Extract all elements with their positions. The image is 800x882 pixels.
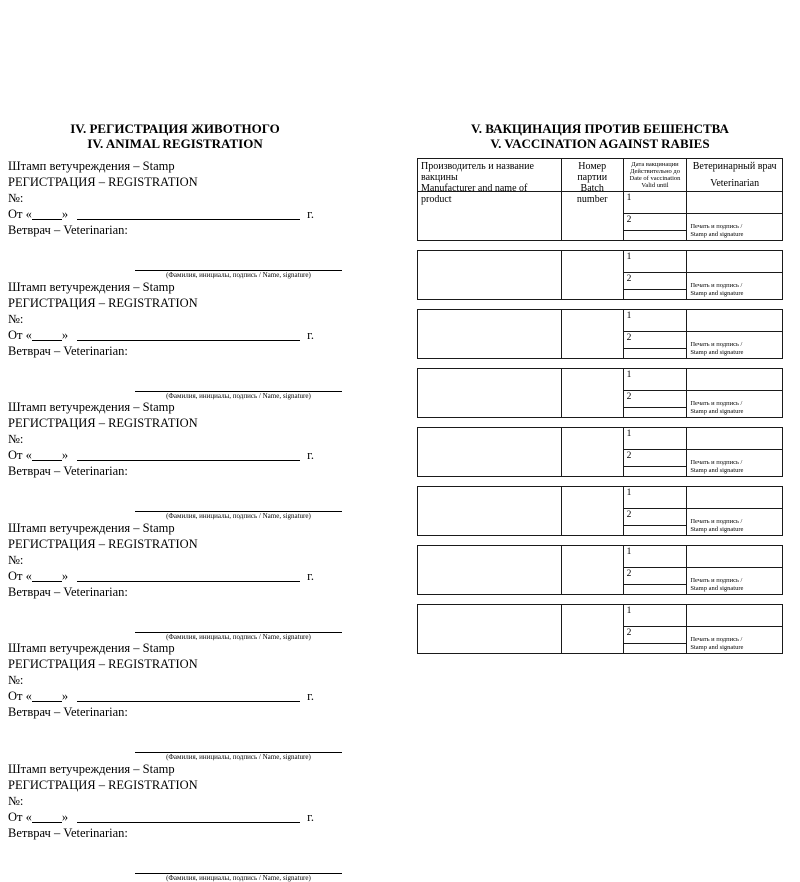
manufacturer-cell bbox=[418, 251, 562, 299]
stamp-signature-label: Печать и подпись / Stamp and signature bbox=[690, 341, 744, 356]
manufacturer-cell bbox=[418, 487, 562, 535]
veterinarian-signature-area bbox=[687, 369, 782, 391]
vaccination-row bbox=[418, 369, 782, 417]
stamp-line: Штамп ветучреждения – Stamp bbox=[8, 279, 175, 294]
quote-close-label: » bbox=[61, 207, 72, 221]
vaccination-date-cell bbox=[624, 487, 688, 535]
day-blank-field bbox=[32, 568, 62, 582]
registration-blocks bbox=[8, 158, 342, 882]
manufacturer-header-cell: Производитель и название вакцины Manufacturer and name of product bbox=[418, 159, 562, 191]
batch-number-cell bbox=[562, 310, 624, 358]
vaccination-date-cell bbox=[624, 428, 688, 476]
veterinarian-cell bbox=[687, 369, 782, 417]
vaccination-row bbox=[418, 428, 782, 476]
registration-line: РЕГИСТРАЦИЯ – REGISTRATION bbox=[8, 536, 198, 551]
date-sub-cell-1: 1 bbox=[624, 251, 687, 273]
vaccination-date-header-cell: Дата вакцинации Действительно до Date of vaccination Valid until bbox=[624, 159, 688, 191]
veterinarian-label: Ветврач – Veterinarian: bbox=[8, 464, 128, 478]
from-prefix-label: От « bbox=[8, 207, 32, 221]
stamp-signature-label: Печать и подпись / Stamp and signature bbox=[690, 282, 744, 297]
vaccination-row-block bbox=[417, 309, 783, 359]
veterinarian-signature-area bbox=[687, 546, 782, 568]
number-label: №: bbox=[8, 311, 24, 326]
vaccination-section bbox=[417, 122, 783, 654]
registration-block bbox=[8, 399, 342, 520]
stamp-signature-label: Печать и подпись / Stamp and signature bbox=[690, 459, 744, 474]
registration-block bbox=[8, 520, 342, 641]
registration-line: РЕГИСТРАЦИЯ – REGISTRATION bbox=[8, 175, 198, 189]
vaccination-date-cell bbox=[624, 369, 688, 417]
vaccination-row bbox=[418, 310, 782, 358]
veterinarian-blank-field bbox=[135, 463, 342, 520]
veterinarian-hint: (Фамилия, инициалы, подпись / Name, signature) bbox=[166, 271, 311, 279]
batch-number-cell bbox=[562, 428, 624, 476]
stamp-signature-label: Печать и подпись / Stamp and signature bbox=[690, 223, 744, 238]
from-prefix-label: От « bbox=[8, 689, 32, 703]
number-label: №: bbox=[8, 552, 24, 567]
veterinarian-signature-area bbox=[687, 605, 782, 627]
veterinarian-blank-field bbox=[135, 825, 342, 882]
manufacturer-cell bbox=[418, 310, 562, 358]
veterinarian-hint: (Фамилия, инициалы, подпись / Name, signature) bbox=[166, 391, 311, 400]
stamp-line: Штамп ветучреждения – Stamp bbox=[8, 761, 175, 776]
vaccination-row bbox=[418, 251, 782, 299]
year-suffix-label: г. bbox=[304, 448, 314, 462]
veterinarian-signature-area bbox=[687, 192, 782, 214]
veterinarian-line bbox=[8, 343, 342, 400]
date-blank-field bbox=[77, 568, 300, 582]
date-line bbox=[8, 327, 342, 343]
vaccination-row-block bbox=[417, 427, 783, 477]
stamp-signature-label: Печать и подпись / Stamp and signature bbox=[690, 400, 744, 415]
registration-line: РЕГИСТРАЦИЯ – REGISTRATION bbox=[8, 416, 198, 430]
registration-title-ru: IV. РЕГИСТРАЦИЯ ЖИВОТНОГО bbox=[70, 121, 280, 136]
quote-close-label: » bbox=[61, 448, 72, 462]
veterinarian-blank-field bbox=[135, 222, 342, 279]
vaccination-table-header-block bbox=[417, 158, 783, 241]
registration-block bbox=[8, 761, 342, 882]
date-sub-cell-2: 2 bbox=[624, 391, 687, 408]
veterinarian-blank-field bbox=[135, 704, 342, 761]
vaccination-row bbox=[418, 546, 782, 594]
veterinarian-blank-field bbox=[135, 343, 342, 400]
date-sub-cell-2: 2 bbox=[624, 273, 687, 290]
day-blank-field bbox=[32, 327, 62, 341]
date-sub-cell-2: 2 bbox=[624, 332, 687, 349]
batch-number-cell bbox=[562, 251, 624, 299]
manufacturer-cell bbox=[418, 428, 562, 476]
date-sub-cell-2: 2 bbox=[624, 568, 687, 585]
veterinarian-label: Ветврач – Veterinarian: bbox=[8, 223, 128, 237]
date-sub-cell-1: 1 bbox=[624, 487, 687, 509]
day-blank-field bbox=[32, 809, 62, 823]
quote-close-label: » bbox=[61, 689, 72, 703]
date-sub-cell-1: 1 bbox=[624, 428, 687, 450]
registration-line: РЕГИСТРАЦИЯ – REGISTRATION bbox=[8, 777, 198, 792]
day-blank-field bbox=[32, 206, 62, 220]
date-line bbox=[8, 206, 342, 222]
from-prefix-label: От « bbox=[8, 327, 32, 342]
stamp-line: Штамп ветучреждения – Stamp bbox=[8, 520, 175, 535]
stamp-signature-label: Печать и подпись / Stamp and signature bbox=[690, 577, 744, 592]
veterinarian-cell bbox=[687, 192, 782, 240]
date-sub-cell-2: 2 bbox=[624, 627, 687, 644]
veterinarian-line bbox=[8, 584, 342, 641]
vaccination-date-cell bbox=[624, 192, 688, 240]
registration-line: РЕГИСТРАЦИЯ – REGISTRATION bbox=[8, 295, 198, 310]
registration-block bbox=[8, 158, 342, 279]
date-blank-field bbox=[77, 447, 300, 461]
vaccination-date-cell bbox=[624, 251, 688, 299]
veterinarian-signature-area bbox=[687, 310, 782, 332]
veterinarian-blank-field bbox=[135, 584, 342, 641]
date-sub-cell-1: 1 bbox=[624, 369, 687, 391]
vaccination-date-cell bbox=[624, 310, 688, 358]
quote-close-label: » bbox=[61, 568, 72, 583]
date-sub-cell-1: 1 bbox=[624, 605, 687, 627]
vaccination-row-block bbox=[417, 250, 783, 300]
number-label: №: bbox=[8, 432, 24, 446]
veterinarian-hint: (Фамилия, инициалы, подпись / Name, signature) bbox=[166, 632, 311, 641]
date-sub-cell-1: 1 bbox=[624, 192, 687, 214]
veterinarian-hint: (Фамилия, инициалы, подпись / Name, signature) bbox=[166, 753, 311, 761]
stamp-line: Штамп ветучреждения – Stamp bbox=[8, 400, 175, 414]
year-suffix-label: г. bbox=[304, 809, 314, 824]
vaccination-row-block bbox=[417, 604, 783, 654]
veterinarian-line bbox=[8, 704, 342, 761]
from-prefix-label: От « bbox=[8, 568, 32, 583]
date-line bbox=[8, 688, 342, 704]
vaccination-row-block bbox=[417, 545, 783, 595]
veterinarian-label: Ветврач – Veterinarian: bbox=[8, 343, 128, 358]
batch-number-cell bbox=[562, 546, 624, 594]
date-line bbox=[8, 809, 342, 825]
veterinarian-cell bbox=[687, 605, 782, 653]
manufacturer-cell bbox=[418, 369, 562, 417]
quote-close-label: » bbox=[61, 327, 72, 342]
from-prefix-label: От « bbox=[8, 809, 32, 824]
vaccination-row bbox=[418, 487, 782, 535]
veterinarian-signature-area bbox=[687, 487, 782, 509]
batch-number-header-cell: Номер партии Batch number bbox=[562, 159, 624, 191]
veterinarian-label: Ветврач – Veterinarian: bbox=[8, 825, 128, 840]
manufacturer-cell bbox=[418, 605, 562, 653]
veterinarian-signature-area bbox=[687, 251, 782, 273]
vaccination-table-header bbox=[418, 159, 782, 205]
registration-line: РЕГИСТРАЦИЯ – REGISTRATION bbox=[8, 657, 198, 671]
number-label: №: bbox=[8, 793, 24, 808]
veterinarian-cell bbox=[687, 251, 782, 299]
veterinarian-hint: (Фамилия, инициалы, подпись / Name, signature) bbox=[166, 873, 311, 882]
veterinarian-line bbox=[8, 222, 342, 279]
animal-registration-section bbox=[8, 122, 342, 881]
batch-number-cell bbox=[562, 605, 624, 653]
registration-block bbox=[8, 279, 342, 400]
date-blank-field bbox=[77, 688, 300, 702]
quote-close-label: » bbox=[61, 809, 72, 824]
from-prefix-label: От « bbox=[8, 448, 32, 462]
vaccination-row bbox=[418, 605, 782, 653]
date-line bbox=[8, 568, 342, 584]
number-label: №: bbox=[8, 191, 24, 205]
vaccination-section-title bbox=[417, 122, 783, 151]
day-blank-field bbox=[32, 688, 62, 702]
date-blank-field bbox=[77, 206, 300, 220]
date-blank-field bbox=[77, 327, 300, 341]
registration-block bbox=[8, 640, 342, 761]
stamp-line: Штамп ветучреждения – Stamp bbox=[8, 159, 175, 173]
vaccination-title-en: V. VACCINATION AGAINST RABIES bbox=[490, 135, 710, 151]
veterinarian-header-cell: Ветеринарный врач Veterinarian bbox=[692, 161, 777, 189]
vaccination-row-block bbox=[417, 368, 783, 418]
date-sub-cell-1: 1 bbox=[624, 310, 687, 332]
veterinarian-label: Ветврач – Veterinarian: bbox=[8, 584, 128, 599]
stamp-signature-label: Печать и подпись / Stamp and signature bbox=[690, 518, 744, 533]
veterinarian-cell bbox=[687, 428, 782, 476]
vaccination-date-cell bbox=[624, 605, 688, 653]
year-suffix-label: г. bbox=[304, 207, 314, 221]
veterinarian-cell bbox=[687, 487, 782, 535]
batch-number-cell bbox=[562, 487, 624, 535]
batch-number-cell bbox=[562, 192, 624, 240]
date-sub-cell-1: 1 bbox=[624, 546, 687, 568]
veterinarian-signature-area bbox=[687, 428, 782, 450]
day-blank-field bbox=[32, 447, 62, 461]
year-suffix-label: г. bbox=[304, 568, 314, 583]
date-sub-cell-2: 2 bbox=[624, 509, 687, 526]
vaccination-date-cell bbox=[624, 546, 688, 594]
year-suffix-label: г. bbox=[304, 689, 314, 703]
vaccination-rows bbox=[417, 250, 783, 654]
veterinarian-cell bbox=[687, 546, 782, 594]
veterinarian-label: Ветврач – Veterinarian: bbox=[8, 705, 128, 719]
stamp-signature-label: Печать и подпись / Stamp and signature bbox=[690, 636, 744, 651]
registration-title-en: IV. ANIMAL REGISTRATION bbox=[87, 135, 263, 151]
veterinarian-line bbox=[8, 463, 342, 520]
stamp-line: Штамп ветучреждения – Stamp bbox=[8, 641, 175, 655]
registration-section-title bbox=[8, 122, 342, 151]
vaccination-row bbox=[418, 192, 782, 240]
manufacturer-cell bbox=[418, 192, 562, 240]
year-suffix-label: г. bbox=[304, 327, 314, 342]
date-sub-cell-2: 2 bbox=[624, 214, 687, 231]
vaccination-row-block bbox=[417, 486, 783, 536]
batch-number-cell bbox=[562, 369, 624, 417]
veterinarian-hint: (Фамилия, инициалы, подпись / Name, signature) bbox=[166, 512, 311, 520]
date-sub-cell-2: 2 bbox=[624, 450, 687, 467]
manufacturer-cell bbox=[418, 546, 562, 594]
date-line bbox=[8, 447, 342, 463]
veterinarian-line bbox=[8, 825, 342, 882]
veterinarian-cell bbox=[687, 310, 782, 358]
vaccination-title-ru: V. ВАКЦИНАЦИЯ ПРОТИВ БЕШЕНСТВА bbox=[471, 121, 729, 136]
date-blank-field bbox=[77, 809, 300, 823]
number-label: №: bbox=[8, 673, 24, 687]
